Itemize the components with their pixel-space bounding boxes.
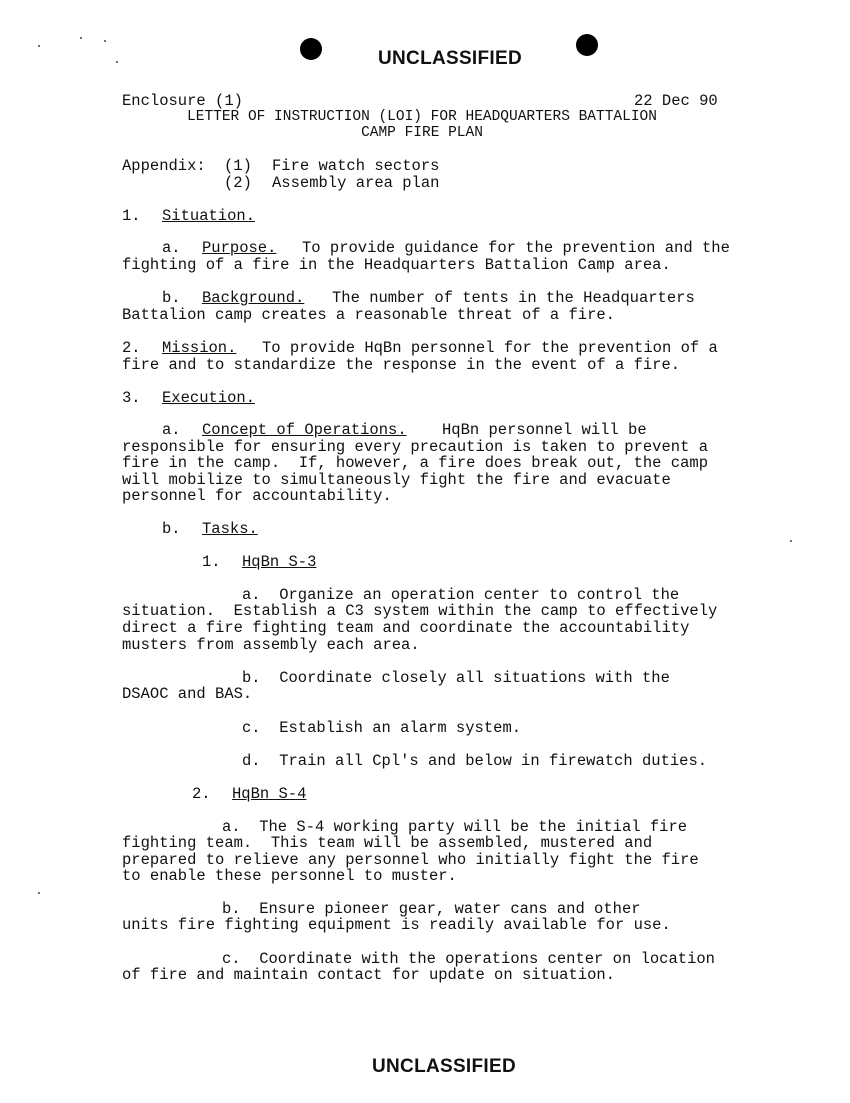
document-title-line1: LETTER OF INSTRUCTION (LOI) FOR HEADQUARTERS BATTALION [187,109,657,125]
para-title-tasks: Tasks. [202,520,258,538]
task-text: situation. Establish a C3 system within the camp to effectively [122,602,718,620]
para-text: fire and to standardize the response in the event of a fire. [122,356,681,374]
task-text: musters from assembly each area. [122,636,420,654]
para-title-purpose: Purpose. [202,239,277,257]
section-number: 3. [122,389,141,407]
subpara-number: 2. [192,785,211,803]
section-heading-situation: Situation. [162,207,256,225]
document-date: 22 Dec 90 [634,92,718,110]
appendix-item-text: Fire watch sectors [272,157,440,175]
task-text: units fire fighting equipment is readily available for use. [122,916,671,934]
task-text: fighting team. This team will be assembled, mustered and [122,834,653,852]
task-text: DSAOC and BAS. [122,685,253,703]
para-letter: b. [162,520,181,538]
document-title-line2: CAMP FIRE PLAN [361,125,483,141]
section-number: 1. [122,207,141,225]
subpara-title-s4: HqBn S-4 [232,785,307,803]
para-text: fighting of a fire in the Headquarters Battalion Camp area. [122,256,671,274]
task-text: a. Organize an operation center to control the [242,586,680,604]
para-text: will mobilize to simultaneously fight the fire and evacuate [122,471,671,489]
punch-hole-left [300,38,322,60]
subpara-title-s3: HqBn S-3 [242,553,317,571]
task-text: c. Coordinate with the operations center on location [222,950,715,968]
scan-speck [38,45,40,47]
scan-speck [116,61,118,63]
para-text: Battalion camp creates a reasonable threat of a fire. [122,306,615,324]
para-text: personnel for accountability. [122,487,392,505]
para-text: To provide guidance for the prevention and the [302,239,730,257]
para-text: The number of tents in the Headquarters [332,289,695,307]
subpara-number: 1. [202,553,221,571]
para-letter: a. [162,239,181,257]
appendix-item-num: (2) [224,174,252,192]
section-number: 2. [122,339,141,357]
task-text: of fire and maintain contact for update on situation. [122,966,615,984]
para-text: To provide HqBn personnel for the prevention of a [262,339,718,357]
appendix-label: Appendix: [122,157,206,175]
para-title-background: Background. [202,289,305,307]
scan-speck [38,892,40,894]
section-heading-mission: Mission. [162,339,237,357]
task-text: b. Coordinate closely all situations with the [242,669,670,687]
appendix-item-text: Assembly area plan [272,174,440,192]
para-title-concept: Concept of Operations. [202,421,407,439]
task-text: to enable these personnel to muster. [122,867,457,885]
punch-hole-right [576,34,598,56]
task-text: d. Train all Cpl's and below in firewatch duties. [242,752,708,770]
task-text: c. Establish an alarm system. [242,719,522,737]
task-text: a. The S-4 working party will be the initial fire [222,818,688,836]
scan-speck [104,40,106,42]
scan-speck [80,37,82,39]
task-text: b. Ensure pioneer gear, water cans and other [222,900,641,918]
task-text: prepared to relieve any personnel who initially fight the fire [122,851,699,869]
para-text: responsible for ensuring every precaution is taken to prevent a [122,438,708,456]
task-text: direct a fire fighting team and coordinate the accountability [122,619,690,637]
section-heading-execution: Execution. [162,389,256,407]
classification-bottom: UNCLASSIFIED [372,1056,516,1077]
classification-top: UNCLASSIFIED [378,48,522,69]
appendix-item-num: (1) [224,157,252,175]
para-text: fire in the camp. If, however, a fire does break out, the camp [122,454,708,472]
para-letter: b. [162,289,181,307]
scan-speck [790,540,792,542]
para-text: HqBn personnel will be [442,421,647,439]
para-letter: a. [162,421,181,439]
enclosure-label: Enclosure (1) [122,92,243,110]
